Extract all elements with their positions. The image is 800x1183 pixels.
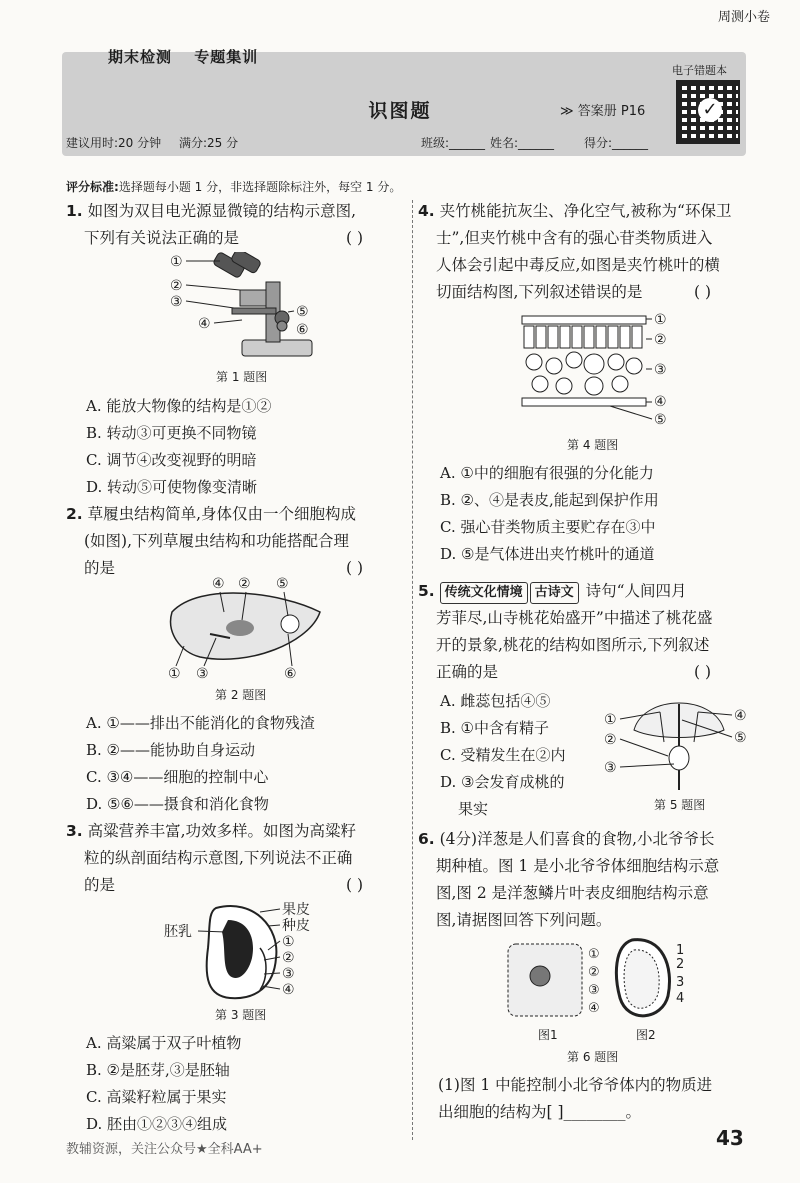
spongy-cells: [526, 352, 642, 395]
upper-epidermis: [522, 316, 646, 324]
question-text: 人体会引起中毒反应,如图是夹竹桃叶的横: [436, 256, 720, 274]
criteria-label: 评分标准:: [66, 180, 119, 194]
fig-label: ⑤: [296, 304, 309, 320]
cell-structure-figure: [502, 936, 702, 1026]
fig-label: ③: [196, 666, 209, 682]
question-text: 的是: [84, 559, 116, 577]
option-list: [440, 688, 565, 823]
fig-label: ③: [588, 983, 600, 998]
fig-label: ②: [238, 576, 251, 592]
question-text: 夹竹桃能抗灰尘、净化空气,被称为“环保卫: [439, 202, 732, 220]
fig-label: ⑤: [654, 412, 667, 428]
page-title: 识图题: [368, 100, 432, 122]
fig-label: ①: [168, 666, 181, 682]
figure-caption: 第 3 题图: [215, 1008, 267, 1022]
option-d-continued: 果实: [458, 800, 489, 818]
fig-label: 3: [676, 975, 685, 990]
fig-label: ④: [212, 576, 225, 592]
answer-bracket[interactable]: ( ): [694, 663, 712, 681]
peach-flower-figure: [604, 690, 754, 794]
score-field[interactable]: 得分:______: [584, 136, 649, 150]
question-number: 1.: [66, 202, 83, 220]
answer-bracket[interactable]: ( ): [346, 876, 364, 894]
question-text: 草履虫结构简单,身体仅由一个细胞构成: [87, 505, 357, 523]
tab-topic-training: 专题集训: [194, 48, 259, 66]
header-tabs: [108, 46, 274, 67]
option-a[interactable]: A. 能放大物像的结构是①②: [86, 397, 272, 415]
question-text: 期种植。图 1 是小北爷爷体细胞结构示意: [436, 857, 720, 875]
fig-label: ②: [604, 732, 617, 748]
figure-2-label: 图2: [636, 1028, 656, 1042]
question-number: 5.: [418, 582, 435, 600]
fig-label: ③: [282, 966, 295, 982]
fig-label: ②: [282, 950, 295, 966]
question-number: 4.: [418, 202, 435, 220]
fig-label: ④: [198, 316, 211, 332]
paramecium-figure: [160, 572, 330, 682]
sub-question-text: (1)图 1 中能控制小北爷爷体内的物质进: [438, 1076, 713, 1094]
fig-label: 4: [676, 991, 685, 1006]
tag-traditional-culture: 传统文化情境: [440, 582, 528, 604]
criteria-text: 选择题每小题 1 分，非选择题除标注外，每空 1 分。: [118, 180, 402, 194]
vacuole-shape: [281, 615, 299, 633]
option-c[interactable]: C. 强心苷类物质主要贮存在③中: [440, 518, 656, 536]
option-c[interactable]: C. 受精发生在②内: [440, 746, 566, 764]
tag-ancient-poetry: 古诗文: [530, 582, 579, 604]
leaf-cross-section-figure: [510, 306, 680, 432]
question-text: 的是: [84, 876, 116, 894]
ovary-shape: [669, 746, 689, 770]
fig-label: ④: [588, 1001, 600, 1016]
figure-caption: 第 2 题图: [215, 688, 267, 702]
option-d[interactable]: D. 转动⑤可使物像变清晰: [86, 478, 258, 496]
figure-caption: 第 6 题图: [567, 1050, 619, 1064]
question-text: 粒的纵剖面结构示意图,下列说法不正确: [84, 849, 353, 867]
fig-label: ⑥: [296, 322, 309, 338]
question-text: 士”,但夹竹桃中含有的强心苷类物质进入: [436, 229, 713, 247]
corner-label: 周测小卷: [717, 10, 770, 25]
question-text: (如图),下列草履虫结构和功能搭配合理: [84, 532, 350, 550]
fig-label: ①: [604, 712, 617, 728]
option-c[interactable]: C. 高粱籽粒属于果实: [86, 1088, 227, 1106]
scoring-criteria: [66, 178, 401, 195]
question-text: 正确的是: [436, 663, 499, 681]
figure-caption: 第 4 题图: [567, 438, 619, 452]
question-text: 图,请据图回答下列问题。: [436, 911, 612, 929]
answer-bracket[interactable]: ( ): [346, 559, 364, 577]
question-6: [418, 826, 758, 934]
option-list: [86, 393, 271, 501]
figure-1-label: 图1: [538, 1028, 558, 1042]
option-list: [86, 710, 315, 818]
fig-label: ④: [734, 708, 747, 724]
answer-bracket[interactable]: ( ): [694, 283, 712, 301]
option-a[interactable]: A. ①——排出不能消化的食物残渣: [86, 714, 315, 732]
question-text: 高粱营养丰富,功效多样。如图为高粱籽: [87, 822, 357, 840]
question-text: 下列有关说法正确的是: [84, 229, 240, 247]
option-b[interactable]: B. ②——能协助自身运动: [86, 741, 256, 759]
question-text: 诗句“人间四月: [585, 582, 687, 600]
animal-cell: [508, 944, 582, 1016]
option-c[interactable]: C. 调节④改变视野的明暗: [86, 451, 257, 469]
option-b[interactable]: B. 转动③可更换不同物镜: [86, 424, 257, 442]
option-d[interactable]: D. ⑤⑥——摄食和消化食物: [86, 795, 269, 813]
option-b[interactable]: B. ②、④是表皮,能起到保护作用: [440, 491, 659, 509]
fig-label: ③: [604, 760, 617, 776]
fig-label: 果皮: [282, 902, 310, 918]
page-number: 43: [716, 1126, 744, 1150]
option-list: [86, 1030, 241, 1138]
question-text: 开的景象,桃花的结构如图所示,下列叙述: [436, 636, 710, 654]
figure-caption: 第 1 题图: [216, 370, 268, 384]
fig-label: ②: [588, 965, 600, 980]
option-b[interactable]: B. ②是胚芽,③是胚轴: [86, 1061, 230, 1079]
question-text: 如图为双目电光源显微镜的结构示意图,: [87, 202, 357, 220]
question-text: 芳菲尽,山寺桃花始盛开”中描述了桃花盛: [436, 609, 713, 627]
fig-label: ⑤: [734, 730, 747, 746]
time-label: 建议用时:20 分钟: [66, 136, 162, 150]
option-b[interactable]: B. ①中含有精子: [440, 719, 550, 737]
fig-label: 种皮: [282, 918, 310, 934]
sorghum-seed-figure: [164, 898, 334, 1002]
option-d[interactable]: D. ⑤是气体进出夹竹桃叶的通道: [440, 545, 655, 563]
fig-label: ④: [282, 982, 295, 998]
fig-label: ⑥: [284, 666, 297, 682]
option-a[interactable]: A. ①中的细胞有很强的分化能力: [440, 464, 654, 482]
tab-final-exam: 期末检测: [108, 48, 173, 66]
plant-cell: [616, 940, 669, 1016]
palisade-cells: [524, 326, 642, 348]
option-a[interactable]: A. 高粱属于双子叶植物: [86, 1034, 242, 1052]
nucleus-shape: [226, 620, 254, 636]
sub-question-blank[interactable]: 出细胞的结构为[ ]________。: [438, 1103, 642, 1121]
fig-label: ②: [654, 332, 667, 348]
option-d[interactable]: D. ③会发育成桃的: [440, 773, 565, 791]
class-field[interactable]: 班级:______: [421, 136, 486, 150]
figure-caption: 第 5 题图: [654, 798, 706, 812]
fig-label: ③: [654, 362, 667, 378]
question-text: 切面结构图,下列叙述错误的是: [436, 283, 643, 301]
check-icon: ✓: [698, 98, 722, 122]
option-a[interactable]: A. 雌蕊包括④⑤: [440, 692, 551, 710]
info-row: [66, 134, 666, 151]
fig-label: ①: [170, 254, 183, 270]
fig-label: ①: [654, 312, 667, 328]
lower-epidermis: [522, 398, 646, 406]
question-number: 2.: [66, 505, 83, 523]
fig-label: 1: [676, 943, 685, 958]
fig-label: ④: [654, 394, 667, 410]
sub-question-1: [438, 1072, 758, 1126]
fig-label: 胚乳: [164, 924, 192, 940]
option-d[interactable]: D. 胚由①②③④组成: [86, 1115, 228, 1133]
fig-label: ①: [282, 934, 295, 950]
fig-label: ①: [588, 947, 600, 962]
answer-bracket[interactable]: ( ): [346, 229, 364, 247]
question-text: (4分)洋葱是人们喜食的食物,小北爷爷长: [439, 830, 715, 848]
fig-label: ②: [170, 278, 183, 294]
option-list: [440, 460, 659, 568]
name-field[interactable]: 姓名:______: [490, 136, 555, 150]
option-c[interactable]: C. ③④——细胞的控制中心: [86, 768, 269, 786]
question-text: 图,图 2 是洋葱鳞片叶表皮细胞结构示意: [436, 884, 709, 902]
full-score-label: 满分:25 分: [178, 136, 239, 150]
question-number: 3.: [66, 822, 83, 840]
question-number: 6.: [418, 830, 435, 848]
fig-label: ③: [170, 294, 183, 310]
fig-label: ⑤: [276, 576, 289, 592]
qr-label: 电子错题本: [672, 64, 727, 77]
fig-label: 2: [676, 957, 685, 972]
footer-text: 教辅资源，关注公众号★全科AA+: [66, 1142, 263, 1157]
answer-reference: ≫ 答案册 P16: [560, 104, 646, 119]
microscope-figure: [170, 252, 330, 362]
column-divider: [412, 200, 413, 1140]
